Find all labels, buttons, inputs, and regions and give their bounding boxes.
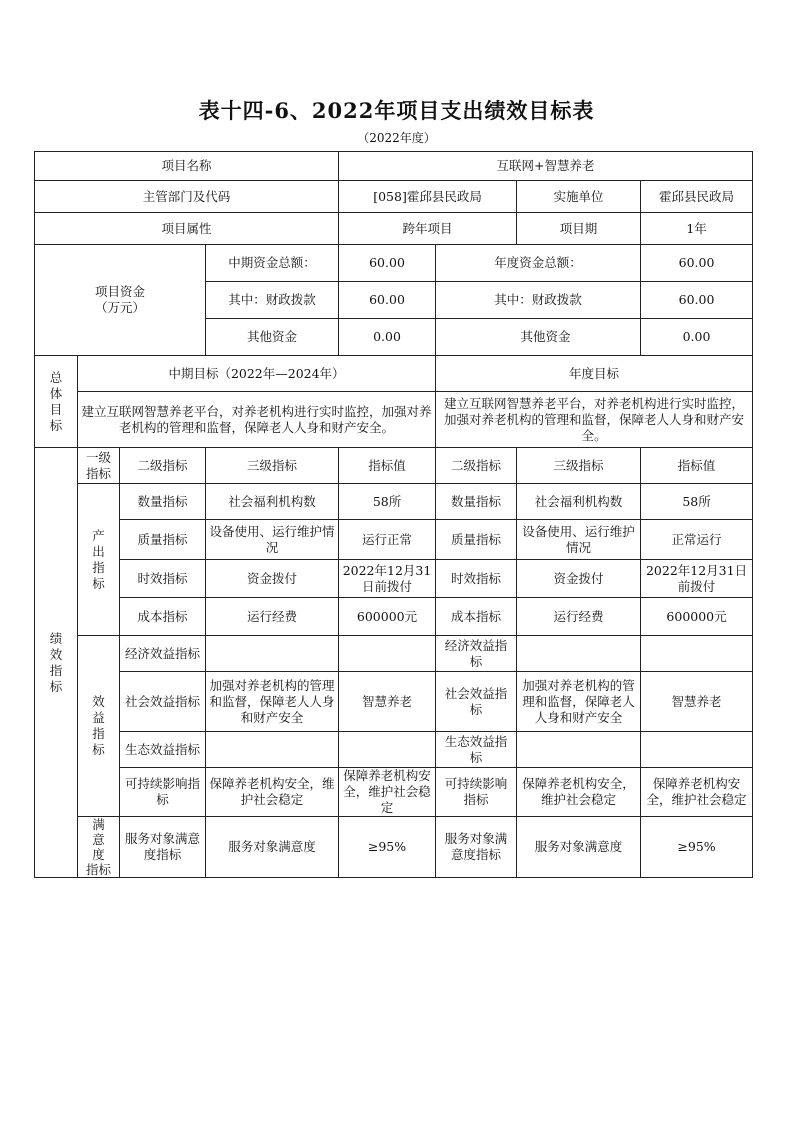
cell-value-year: 保障养老机构安全，维护社会稳定 (641, 768, 753, 817)
year-total-label: 年度资金总额： (436, 245, 641, 282)
cell-l3: 资金拨付 (206, 560, 339, 598)
goals-label-char: 标 (49, 417, 63, 433)
cell-l2: 成本指标 (120, 598, 206, 636)
table-row (35, 560, 753, 598)
funds-label (35, 245, 206, 356)
cell-l3: 服务对象满意度 (206, 817, 339, 878)
cell-l3: 社会福利机构数 (206, 484, 339, 520)
cell-l3-year: 设备使用、运行维护情况 (517, 520, 641, 560)
project-name-label: 项目名称 (35, 152, 339, 181)
table-row (35, 636, 753, 672)
cell-value: 运行正常 (339, 520, 436, 560)
cell-l2: 时效指标 (120, 560, 206, 598)
goals-label (35, 356, 78, 448)
year-fiscal-label: 其中：财政拨款 (436, 282, 641, 319)
satisfaction-label (78, 817, 120, 878)
cell-l2-year: 生态效益指标 (436, 732, 517, 768)
header-level1: 一级指标 (78, 448, 120, 484)
period-label: 项目期 (517, 213, 641, 245)
cell-value (339, 732, 436, 768)
impl-label: 实施单位 (517, 181, 641, 213)
period-value: 1年 (641, 213, 753, 245)
cell-value-year: 2022年12月31日前拨付 (641, 560, 753, 598)
perf-label-char: 标 (49, 678, 63, 694)
cell-l3-year: 服务对象满意度 (517, 817, 641, 878)
cell-value: 58所 (339, 484, 436, 520)
cell-value-year: 正常运行 (641, 520, 753, 560)
page-title: 表十四-6、2022年项目支出绩效目标表 (198, 98, 595, 123)
mid-fiscal-value: 60.00 (339, 282, 436, 319)
cell-l2: 服务对象满意度指标 (120, 817, 206, 878)
cell-l3: 运行经费 (206, 598, 339, 636)
header-level2-mid: 二级指标 (120, 448, 206, 484)
cell-value: 2022年12月31日前拨付 (339, 560, 436, 598)
cell-l2: 可持续影响指标 (120, 768, 206, 817)
mid-other-label: 其他资金 (206, 319, 339, 356)
goals-label-char: 目 (49, 401, 63, 417)
header-level3-mid: 三级指标 (206, 448, 339, 484)
cell-value: 保障养老机构安全，维护社会稳定 (339, 768, 436, 817)
header-level2-year: 二级指标 (436, 448, 517, 484)
cell-value: ≥95% (339, 817, 436, 878)
table-row (35, 768, 753, 817)
attr-label: 项目属性 (35, 213, 339, 245)
cell-l2-year: 可持续影响指标 (436, 768, 517, 817)
row-goals-header (35, 356, 753, 392)
perf-label-char: 绩 (49, 630, 63, 646)
table-row (35, 484, 753, 520)
funds-label-line1: 项目资金 (94, 284, 145, 299)
header-value-year: 指标值 (641, 448, 753, 484)
year-fiscal-value: 60.00 (641, 282, 753, 319)
cell-l2-year: 成本指标 (436, 598, 517, 636)
cell-l2-year: 数量指标 (436, 484, 517, 520)
table-row (35, 672, 753, 732)
row-project-name (35, 152, 753, 181)
cell-l2-year: 质量指标 (436, 520, 517, 560)
goals-label-char: 体 (49, 385, 63, 401)
satisfaction-label-char: 满 (92, 817, 105, 832)
cell-l2: 质量指标 (120, 520, 206, 560)
cell-value: 600000元 (339, 598, 436, 636)
cell-l3: 设备使用、运行维护情况 (206, 520, 339, 560)
perf-label-char: 指 (49, 662, 63, 678)
cell-l2: 经济效益指标 (120, 636, 206, 672)
cell-l2-year: 社会效益指标 (436, 672, 517, 732)
attr-value: 跨年项目 (339, 213, 517, 245)
cell-l2: 数量指标 (120, 484, 206, 520)
cell-l3-year (517, 732, 641, 768)
cell-l3-year (517, 636, 641, 672)
cell-l3: 加强对养老机构的管理和监督，保障老人人身和财产安全 (206, 672, 339, 732)
year-other-value: 0.00 (641, 319, 753, 356)
output-label-char: 产 (92, 527, 105, 543)
row-department (35, 181, 753, 213)
performance-target-table (34, 151, 753, 878)
year-other-label: 其他资金 (436, 319, 641, 356)
cell-value: 智慧养老 (339, 672, 436, 732)
project-name-value: 互联网+智慧养老 (339, 152, 753, 181)
cell-l3-year: 运行经费 (517, 598, 641, 636)
header-level3-year: 三级指标 (517, 448, 641, 484)
year-goal-text: 建立互联网智慧养老平台，对养老机构进行实时监控，加强对养老机构的管理和监督，保障老人人身和财产安全。 (436, 392, 753, 448)
output-label-char: 出 (92, 543, 105, 559)
output-label-char: 指 (92, 559, 105, 575)
row-goals-text (35, 392, 753, 448)
mid-fiscal-label: 其中：财政拨款 (206, 282, 339, 319)
funds-label-line2: （万元） (94, 300, 145, 315)
cell-l3 (206, 732, 339, 768)
benefit-label-char: 效 (92, 694, 105, 709)
cell-l2-year: 服务对象满意度指标 (436, 817, 517, 878)
mid-goal-text: 建立互联网智慧养老平台，对养老机构进行实时监控，加强对养老机构的管理和监督，保障老人人身和财产安全。 (78, 392, 436, 448)
cell-l3-year: 保障养老机构安全，维护社会稳定 (517, 768, 641, 817)
cell-l3 (206, 636, 339, 672)
cell-value-year: ≥95% (641, 817, 753, 878)
cell-l2: 生态效益指标 (120, 732, 206, 768)
table-row (35, 520, 753, 560)
mid-total-label: 中期资金总额： (206, 245, 339, 282)
page-subtitle: （2022年度） (357, 131, 436, 145)
cell-l3-year: 资金拨付 (517, 560, 641, 598)
row-perf-header (35, 448, 753, 484)
year-total-value: 60.00 (641, 245, 753, 282)
row-funds-total (35, 245, 753, 282)
perf-label (35, 448, 78, 878)
cell-l2: 社会效益指标 (120, 672, 206, 732)
benefit-label-char: 标 (92, 742, 105, 757)
impl-value: 霍邱县民政局 (641, 181, 753, 213)
cell-l3-year: 加强对养老机构的管理和监督，保障老人人身和财产安全 (517, 672, 641, 732)
cell-value-year: 58所 (641, 484, 753, 520)
table-row (35, 598, 753, 636)
mid-other-value: 0.00 (339, 319, 436, 356)
cell-l2-year: 时效指标 (436, 560, 517, 598)
perf-label-char: 效 (49, 646, 63, 662)
cell-l3-year: 社会福利机构数 (517, 484, 641, 520)
cell-value-year: 智慧养老 (641, 672, 753, 732)
cell-value (339, 636, 436, 672)
goals-label-char: 总 (49, 369, 63, 385)
dept-value: [058]霍邱县民政局 (339, 181, 517, 213)
benefit-label-char: 益 (92, 710, 105, 725)
mid-total-value: 60.00 (339, 245, 436, 282)
benefit-label (78, 636, 120, 817)
row-attribute (35, 213, 753, 245)
satisfaction-label-char: 度 (92, 847, 105, 862)
cell-value-year (641, 636, 753, 672)
cell-value-year: 600000元 (641, 598, 753, 636)
satisfaction-label-char: 指标 (85, 862, 111, 877)
year-goal-header: 年度目标 (436, 356, 753, 392)
dept-label: 主管部门及代码 (35, 181, 339, 213)
output-label (78, 484, 120, 636)
output-label-char: 标 (92, 575, 105, 591)
cell-l2-year: 经济效益指标 (436, 636, 517, 672)
table-row (35, 732, 753, 768)
cell-value-year (641, 732, 753, 768)
header-value-mid: 指标值 (339, 448, 436, 484)
mid-goal-header: 中期目标（2022年—2024年） (78, 356, 436, 392)
table-row (35, 817, 753, 878)
satisfaction-label-char: 意 (92, 832, 105, 847)
benefit-label-char: 指 (92, 726, 105, 741)
cell-l3: 保障养老机构安全，维护社会稳定 (206, 768, 339, 817)
